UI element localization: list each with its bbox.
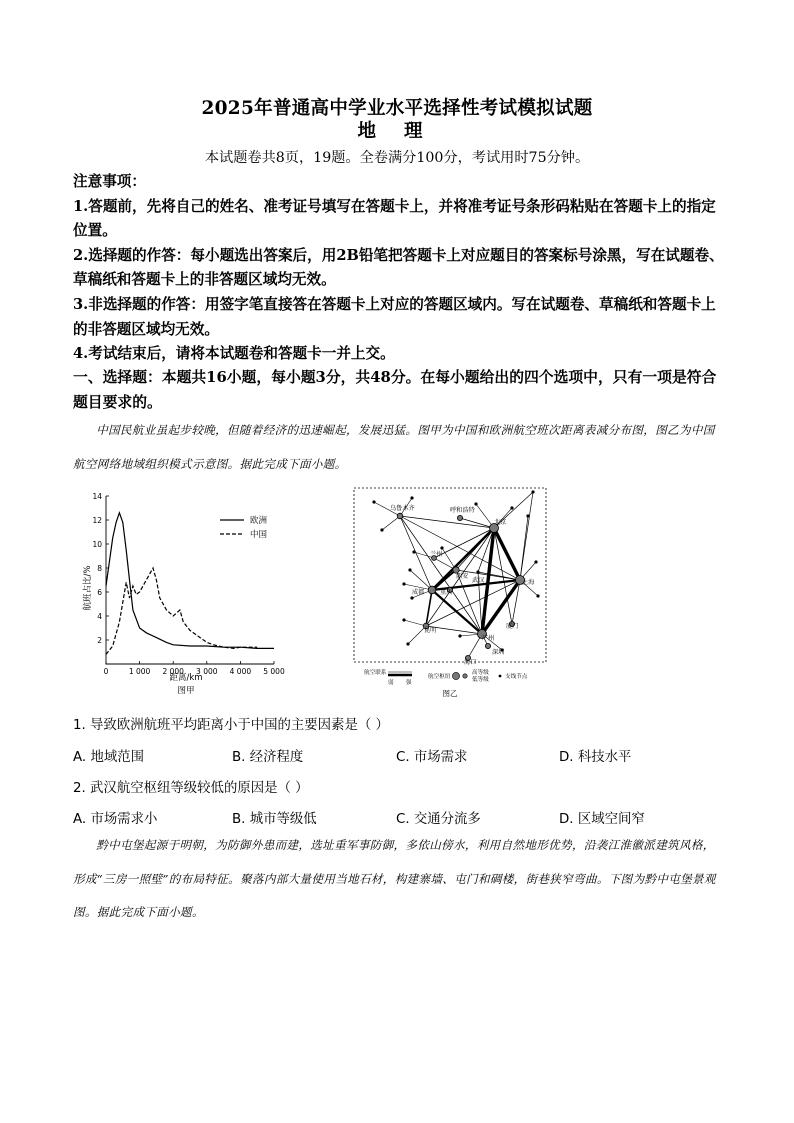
subject-title: 地理: [357, 121, 451, 142]
map-legend: [364, 668, 528, 698]
x-tick-label: 4 000: [229, 667, 252, 676]
exam-info: 本试题卷共8页，19题。全卷满分100分，考试用时75分钟。: [204, 150, 590, 166]
city-shanghai: 上海: [522, 579, 535, 586]
legend-europe: 欧洲: [250, 516, 268, 526]
notes-block: [73, 170, 725, 367]
city-guangzhou: 广州: [482, 635, 495, 642]
note-item: 4.考试结束后，请将本试题卷和答题卡一并上交。: [73, 345, 395, 363]
note-item: 1.答题前，先将自己的姓名、准考证号填写在答题卡上，并将准考证号条形码粘贴在答题卡上的指定位置。: [73, 197, 716, 240]
figure-b-caption: 图乙: [442, 689, 458, 698]
x-axis-label: 距离/km: [169, 673, 203, 683]
q1-option-b[interactable]: B. 经济程度: [232, 750, 304, 765]
q2-option-d[interactable]: D. 区域空间窄: [559, 812, 645, 827]
legend-links: 航空联系: [364, 670, 387, 676]
legend-high: 高等级: [472, 670, 489, 676]
legend-weak: 弱: [388, 680, 394, 686]
y-tick-label: 14: [92, 492, 102, 501]
city-kunming: 昆明: [424, 627, 437, 634]
y-axis-label: 航班占比/%: [83, 565, 93, 611]
exam-title: 2025年普通高中学业水平选择性考试模拟试题: [201, 98, 593, 119]
q2-option-c[interactable]: C. 交通分流多: [396, 812, 481, 827]
figure-a-caption: 图甲: [177, 686, 195, 696]
legend-branch-node: 支线节点: [505, 674, 528, 680]
q1-option-d[interactable]: D. 科技水平: [559, 750, 632, 765]
series-line-europe: [106, 513, 274, 649]
city-urumqi: 乌鲁木齐: [390, 505, 415, 512]
legend-hub: 航空枢纽: [428, 674, 451, 680]
x-tick-label: 0: [103, 667, 109, 676]
city-shenzhen: 深圳: [492, 649, 505, 656]
city-chongqing: 重庆: [440, 589, 453, 596]
passage-tunpu: [73, 829, 725, 930]
section-heading: 一、选择题：本题共16小题，每小题3分，共48分。在每小题给出的四个选项中，只有一项是符合题目要求的。: [73, 369, 717, 411]
y-tick-label: 12: [92, 516, 102, 525]
y-tick-label: 6: [97, 588, 102, 597]
note-item: 2.选择题的作答：每小题选出答案后，用2B铅笔把答题卡上对应题目的答案标号涂黑，写在试题卷、草稿纸和答题卡上的非答题区域均无效。: [73, 246, 724, 289]
city-hohhot: 呼和浩特: [450, 507, 475, 514]
y-tick-label: 2: [97, 636, 102, 645]
question-1-stem: 1. 导致欧洲航班平均距离小于中国的主要因素是（ ）: [73, 718, 389, 733]
x-tick-label: 1 000: [128, 667, 151, 676]
passage-text: 中国民航业虽起步较晚，但随着经济的迅速崛起，发展迅猛。图甲为中国和欧洲航空班次距离表减分布图，图乙为中国航空网络地域组织模式示意图。据此完成下面小题。: [73, 423, 715, 471]
q1-option-c[interactable]: C. 市场需求: [396, 750, 468, 765]
q2-option-a[interactable]: A. 市场需求小: [73, 812, 158, 827]
series-line-china: [106, 568, 257, 654]
x-tick-label: 2 000: [162, 667, 184, 676]
city-haikou: 海口: [464, 659, 477, 666]
city-wuhan: 武汉: [472, 577, 485, 584]
q1-option-a[interactable]: A. 地域范围: [73, 750, 144, 765]
city-beijing: 北京: [494, 519, 507, 526]
passage-aviation: [73, 414, 725, 481]
figure-b-network-map: [352, 486, 548, 700]
y-tick-label: 8: [97, 564, 102, 573]
city-chengdu: 成都: [412, 589, 425, 596]
passage-text: 黔中屯堡起源于明朝，为防御外患而建，选址重军事防御，多依山傍水，利用自然地形优势，沿袭江淮徽派建筑风格，形成“三房一照壁”的布局特征。聚落内部大量使用当地石材，构建寨墙、屯门和碉楼，街巷狭窄弯曲。下图为黔中屯堡景观图。据此完成下面小题。: [73, 838, 716, 919]
q2-option-b[interactable]: B. 城市等级低: [232, 812, 317, 827]
x-tick-label: 5 000: [263, 667, 285, 676]
question-2-stem: 2. 武汉航空枢纽等级较低的原因是（ ）: [73, 781, 309, 796]
legend-strong: 强: [406, 680, 412, 686]
y-tick-label: 10: [92, 540, 102, 549]
chart-legend: [220, 515, 268, 540]
note-item: 3.非选择题的作答：用签字笔直接答在答题卡上对应的答题区域内。写在试题卷、草稿纸和答题卡上的非答题区域均无效。: [73, 295, 716, 338]
figure-a-chart: [78, 488, 292, 698]
x-tick-label: 3 000: [196, 667, 218, 676]
legend-china: 中国: [250, 530, 268, 540]
city-lanzhou: 兰州: [430, 551, 443, 558]
city-xiamen: 厦门: [506, 623, 519, 630]
legend-low: 低等级: [472, 677, 489, 683]
city-xian: 西安: [456, 573, 469, 580]
notes-heading: 注意事项：: [73, 173, 146, 190]
chart-axes: [106, 496, 274, 664]
y-tick-label: 4: [97, 612, 102, 621]
